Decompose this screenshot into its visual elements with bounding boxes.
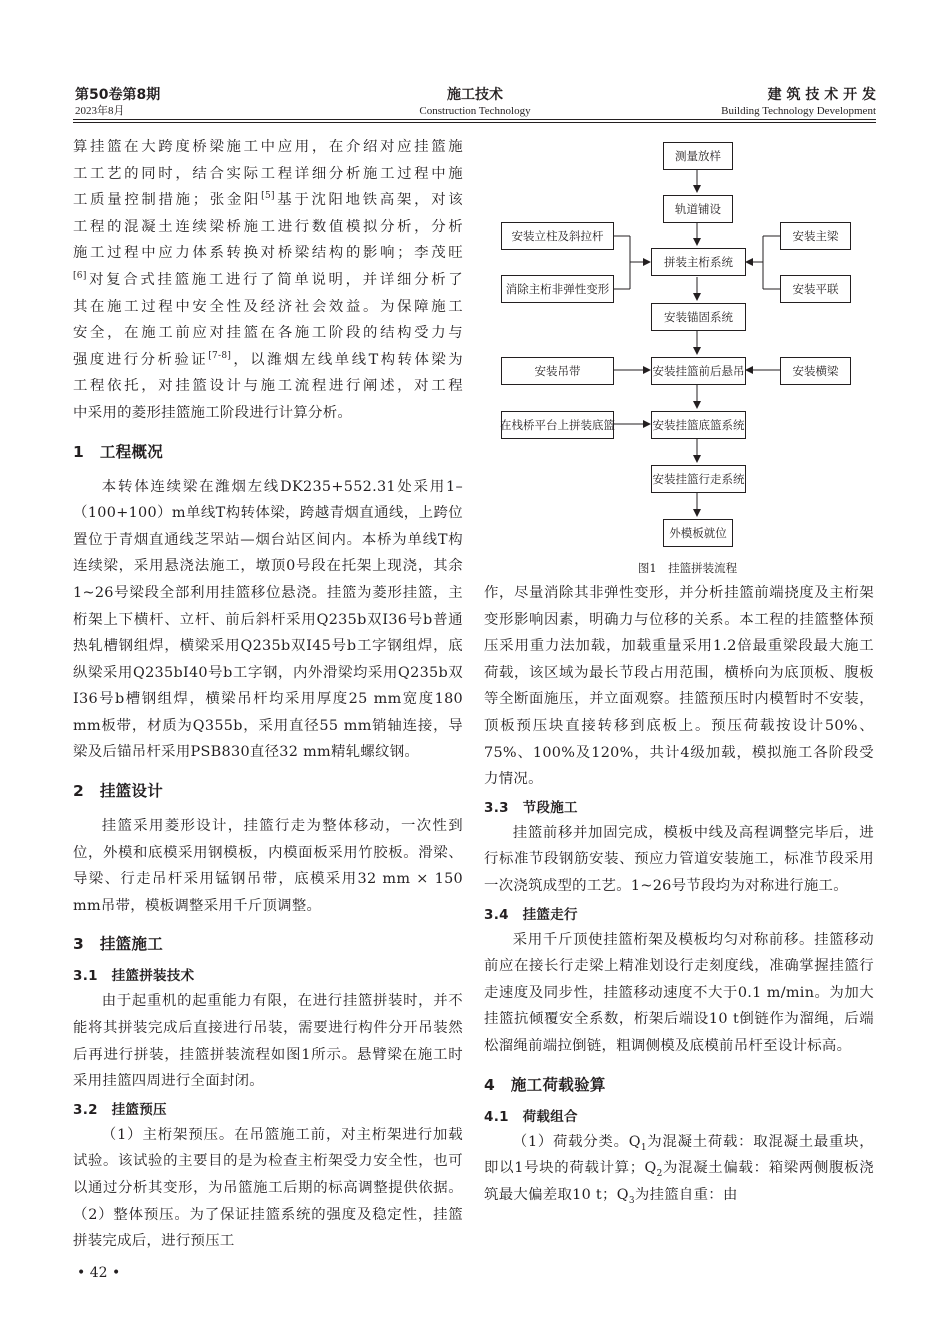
flow-side-trestle-assembly: 在栈桥平台上拼装底篮	[501, 411, 614, 439]
left-column	[73, 134, 463, 1255]
page-number: • 42 •	[77, 1265, 121, 1281]
header-rule-thin	[73, 122, 876, 123]
intro-line: 工工艺的同时，结合实际工程详细分析施工过程中施	[73, 165, 463, 182]
section-title-cn: 施工技术	[447, 87, 503, 103]
issue-date: 2023年8月	[75, 105, 125, 117]
journal-name-en: Building Technology Development	[721, 105, 876, 117]
header-rule	[73, 119, 876, 120]
subsection-heading-3-1: 3.1 挂篮拼装技术	[73, 968, 195, 985]
flow-side-column-rods: 安装立柱及斜拉杆	[501, 222, 614, 250]
preload-paragraph-continued: 作，尽量消除其非弹性变形，并分析挂篮前端挠度及主桁架变形影响因素，明确力与位移的关系。本工程的挂篮整体预压采用重力法加载，加载重量采用1.2倍最重梁段最大施工荷载，该区域为最长节段占用范围，横桥向为底顶板、腹板等全断面施压，并立面观察。挂篮预压时内模暂时不安装，顶板预压块直接转移到底板上。预压荷载按设计50%、75%、100%及120%，共计4级加载，模拟施工各阶段受力情况。	[484, 585, 874, 788]
subsection-3-2-paragraph: （1）主桁架预压。在吊篮施工前，对主桁架进行加载试验。该试验的主要目的是为检查主桁架受力安全性，也可以通过分析其变形，为吊篮施工后期的标高调整提供依据。（2）整体预压。为了保证挂篮系统的强度及稳定性，挂篮拼装完成后，进行预压工	[73, 1126, 463, 1250]
intro-line: [6]对复合式挂篮施工进行了简单说明，并详细分析了	[73, 271, 463, 288]
subsection-3-1-paragraph: 由于起重机的起重能力有限，在进行挂篮拼装时，并不能将其拼装完成后直接进行吊装，需要进行构件分开吊装然后再进行拼装，挂篮拼装流程如图1所示。悬臂梁在施工时采用挂篮四周进行全面封闭。	[73, 993, 463, 1090]
flow-step-anchor: 安装锚固系统	[651, 303, 746, 331]
intro-line: 算挂篮在大跨度桥梁施工中应用，在介绍对应挂篮施	[73, 139, 463, 155]
intro-line: 安全，在施工前应对挂篮在各施工阶段的结构受力与	[73, 325, 463, 342]
flow-side-main-beam: 安装主梁	[780, 222, 851, 250]
flow-step-bottom-basket: 安装挂篮底篮系统	[651, 411, 746, 439]
citation-ref: [7-8]	[208, 350, 232, 361]
flow-side-cross-beam: 安装横梁	[780, 357, 851, 385]
flow-step-track: 轨道铺设	[663, 195, 733, 223]
section-title	[400, 86, 550, 118]
flow-step-main-truss: 拼装主桁系统	[651, 248, 746, 276]
intro-line: 其在施工过程中安全性及经济社会效益。为保障施工	[73, 298, 463, 315]
subsection-heading-3-2: 3.2 挂篮预压	[73, 1101, 167, 1118]
flow-step-walking-system: 安装挂篮行走系统	[651, 465, 746, 493]
intro-line: 工程的混凝土连续梁桥施工进行数值模拟分析，分析	[73, 218, 463, 235]
journal-name	[721, 86, 876, 118]
citation-ref: [6]	[73, 271, 87, 282]
figure-caption: 图1 挂篮拼装流程	[637, 561, 738, 575]
subsection-4-1-paragraph: （1）荷载分类。$Q_1$为混凝土荷载：取混凝土最重块，即以1号块的荷载计算；$Q_2$为混凝土偏载：箱梁两侧腹板浇筑最大偏差取10 t；$Q_3$为挂篮自重：由	[484, 1133, 874, 1206]
journal-volume	[75, 86, 160, 118]
journal-name-cn: 建 筑 技 术 开 发	[767, 87, 876, 103]
flow-side-eliminate-deformation: 消除主桁非弹性变形	[501, 275, 614, 303]
subsection-heading-3-3: 3.3 节段施工	[484, 799, 578, 816]
subsection-heading-3-4: 3.4 挂篮走行	[484, 906, 578, 923]
subsection-3-4-paragraph: 采用千斤顶使挂篮桁架及模板均匀对称前移。挂篮移动前应在接长行走梁上精准划设行走刻度线，准确掌握挂篮行走速度及同步性，挂篮移动速度不大于0.1 m/min。为加大挂篮抗倾覆安全系数，桁架后端设10 t倒链作为溜绳，后端松溜绳前端拉倒链，粗调侧模及底模前吊杆至设计标高。	[484, 931, 874, 1054]
section-heading-1: 1 工程概况	[73, 442, 164, 461]
flow-step-survey: 测量放样	[663, 142, 733, 170]
intro-line: 工质量控制措施；张金阳[5]基于沈阳地铁高架，对该	[73, 191, 463, 209]
flow-step-formwork: 外模板就位	[663, 519, 733, 547]
section-heading-2: 2 挂篮设计	[73, 782, 164, 801]
citation-ref: [5]	[261, 191, 275, 202]
intro-line: 强度进行分析验证[7-8]，以潍烟左线单线T构转体梁为	[73, 350, 463, 368]
volume-issue: 第50卷第8期	[75, 87, 161, 103]
intro-line: 工程依托，对挂篮设计与施工流程进行阐述，对工程	[73, 378, 463, 395]
flow-step-hangers: 安装挂篮前后悬吊	[651, 357, 746, 385]
flow-side-install-straps: 安装吊带	[501, 357, 614, 385]
subsection-3-3-paragraph: 挂篮前移并加固完成，模板中线及高程调整完毕后，进行标准节段钢筋安装、预应力管道安装施工，标准节段采用一次浇筑成型的工艺。1~26号节段均为对称进行施工。	[484, 824, 874, 894]
right-column	[484, 580, 874, 1208]
intro-line: 中采用的菱形挂篮施工阶段进行计算分析。	[73, 404, 353, 421]
subsection-heading-4-1: 4.1 荷载组合	[484, 1108, 578, 1125]
intro-line: 施工过程中应力体系转换对桥梁结构的影响；李茂旺	[73, 245, 463, 262]
section-title-en: Construction Technology	[419, 105, 531, 117]
figure-1-flowchart	[495, 132, 880, 584]
section-heading-4: 4 施工荷载验算	[484, 1075, 606, 1094]
flow-side-bracing: 安装平联	[780, 275, 851, 303]
section-1-paragraph: 本转体连续梁在潍烟左线DK235+552.31处采用1–（100+100）m单线T构转体梁，跨越青烟直通线，上跨位置位于青烟直通线芝罘站—烟台站区间内。本桥为单线T构连续梁，采用悬浇法施工，墩顶0号段在托架上现浇，其余1~26号梁段全部利用挂篮移位悬浇。挂篮为菱形挂篮，主桁架上下横杆、立杆、前后斜杆采用Q235b双I36号b普通热轧槽钢组焊，横梁采用Q235b双I45号b工字钢组焊，底纵梁采用Q235bI40号b工字钢，内外滑梁均采用Q235b双I36号b槽钢组焊，横梁吊杆均采用厚度25 mm宽度180 mm板带，材质为Q355b，采用直径55 mm销轴连接，导梁及后锚吊杆采用PSB830直径32 mm精轧螺纹钢。	[73, 478, 463, 761]
section-2-paragraph: 挂篮采用菱形设计，挂篮行走为整体移动，一次性到位，外模和底模采用钢模板，内模面板采用竹胶板。滑梁、导梁、行走吊杆采用锰钢吊带，底模采用32 mm × 150 mm吊带，模板调整采用千斤顶调整。	[73, 818, 463, 914]
section-heading-3: 3 挂篮施工	[73, 935, 164, 954]
